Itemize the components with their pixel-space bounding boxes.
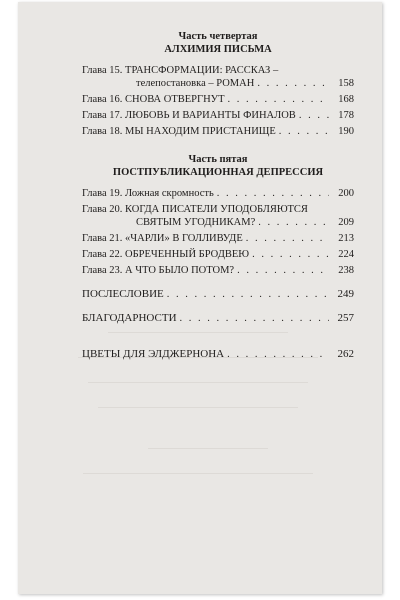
leader-dots: [237, 264, 329, 277]
toc-entry-chapter-23: [82, 264, 354, 277]
toc-entry-chapter-20: [82, 203, 354, 229]
page-number: 168: [338, 94, 354, 105]
chapter-title: Глава 15. ТРАНСФОРМАЦИИ: РАССКАЗ –: [82, 65, 279, 76]
page-number: 158: [338, 78, 354, 89]
part-five-heading: Часть пятая: [188, 154, 248, 165]
part-four-title: АЛХИМИЯ ПИСЬМА: [164, 44, 272, 55]
leader-dots: [227, 348, 329, 361]
toc-entry-acknowledgements: [82, 312, 354, 325]
page-number: 249: [337, 288, 354, 300]
page-number: 209: [338, 217, 354, 228]
toc-entry-flowers-for-algernon: [82, 348, 354, 361]
part-four-heading: Часть четвертая: [178, 31, 258, 42]
chapter-title: Глава 17. ЛЮБОВЬ И ВАРИАНТЫ ФИНАЛОВ: [82, 110, 296, 121]
leader-dots: [299, 109, 329, 122]
leader-dots: [246, 232, 329, 245]
page-number: 200: [338, 188, 354, 199]
page-number: 262: [337, 348, 354, 360]
page-number: 178: [338, 110, 354, 121]
leader-dots: [217, 187, 329, 200]
page-number: 213: [338, 233, 354, 244]
page-number: 257: [337, 312, 354, 324]
toc-entry-chapter-19: [82, 187, 354, 200]
chapter-title: Глава 21. «ЧАРЛИ» В ГОЛЛИВУДЕ: [82, 233, 243, 244]
chapter-title-continued: телепостановка – РОМАН: [136, 78, 255, 89]
leader-dots: [167, 288, 329, 301]
leader-dots: [257, 77, 329, 90]
toc-entry-afterword: [82, 288, 354, 301]
toc-entry-chapter-21: [82, 232, 354, 245]
page-number: 190: [338, 126, 354, 137]
chapter-title: Глава 16. СНОВА ОТВЕРГНУТ: [82, 94, 225, 105]
leader-dots: [279, 125, 329, 138]
chapter-title: Глава 23. А ЧТО БЫЛО ПОТОМ?: [82, 265, 235, 276]
toc-entry-chapter-16: [82, 93, 354, 106]
chapter-title: Глава 22. ОБРЕЧЕННЫЙ БРОДВЕЮ: [82, 249, 250, 260]
leader-dots: [258, 216, 329, 229]
section-title: ЦВЕТЫ ДЛЯ ЭЛДЖЕРНОНА: [82, 348, 225, 360]
chapter-title: Глава 18. МЫ НАХОДИМ ПРИСТАНИЩЕ: [82, 126, 276, 137]
section-title: БЛАГОДАРНОСТИ: [82, 312, 177, 324]
chapter-title: Глава 19. Ложная скромность: [82, 188, 214, 199]
chapter-title: Глава 20. КОГДА ПИСАТЕЛИ УПОДОБЛЯЮТСЯ: [82, 204, 308, 215]
section-title: ПОСЛЕСЛОВИЕ: [82, 288, 164, 300]
table-of-contents: [82, 30, 354, 364]
leader-dots: [180, 312, 329, 325]
part-five-title: ПОСТПУБЛИКАЦИОННАЯ ДЕПРЕССИЯ: [112, 167, 324, 178]
toc-entry-chapter-22: [82, 248, 354, 261]
book-page: [18, 2, 382, 594]
toc-entry-chapter-17: [82, 109, 354, 122]
leader-dots: [228, 93, 329, 106]
page-number: 224: [338, 249, 354, 260]
toc-entry-chapter-18: [82, 125, 354, 138]
toc-entry-chapter-15: [82, 64, 354, 90]
chapter-title-continued: СВЯТЫМ УГОДНИКАМ?: [136, 217, 256, 228]
page-number: 238: [338, 265, 354, 276]
leader-dots: [252, 248, 329, 261]
